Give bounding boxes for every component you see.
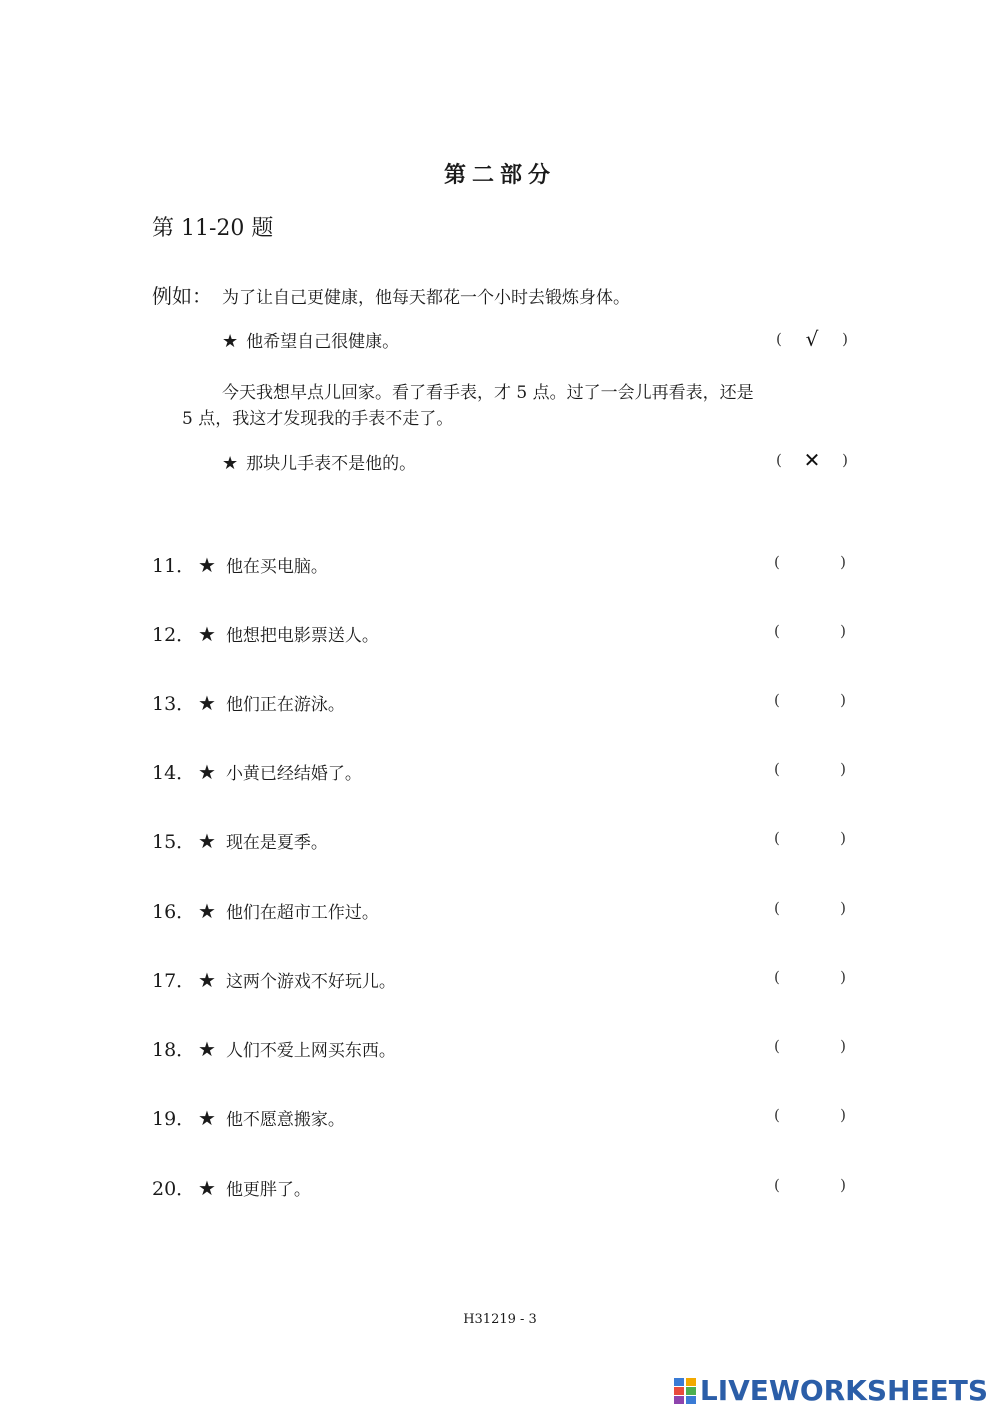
page-footer: H31219 - 3 <box>463 1312 537 1327</box>
star-icon: ★ <box>198 898 216 923</box>
star-icon: ★ <box>222 331 239 352</box>
question-row: 14． ★ 小黄已经结婚了。 <box>152 759 362 784</box>
example-statement-2 <box>222 449 416 474</box>
question-row: 16． ★ 他们在超市工作过。 <box>152 898 379 923</box>
example-statement-text: 他希望自己很健康。 <box>246 332 400 352</box>
example-text: 为了让自己更健康，他每天都花一个小时去锻炼身体。 <box>222 288 630 308</box>
section-title: 第二部分 <box>443 162 556 188</box>
example-answer-2: ( ✕ ) <box>776 448 848 472</box>
example-passage-line-1: 今天我想早点儿回家。看了看手表，才 5 点。过了一会儿再看表，还是 <box>222 383 754 403</box>
answer-box[interactable]: ( ) <box>774 760 846 778</box>
star-icon: ★ <box>198 621 216 646</box>
answer-box[interactable]: ( ) <box>774 1106 846 1124</box>
star-icon: ★ <box>198 552 216 577</box>
answer-box[interactable]: ( ) <box>774 553 846 571</box>
star-icon: ★ <box>198 967 216 992</box>
star-icon: ★ <box>198 759 216 784</box>
check-mark-icon: √ <box>805 327 819 351</box>
star-icon: ★ <box>198 1105 216 1130</box>
answer-box[interactable]: ( ) <box>774 899 846 917</box>
question-row: 13． ★ 他们正在游泳。 <box>152 690 345 715</box>
example-statement-text: 那块儿手表不是他的。 <box>246 454 417 474</box>
question-row: 19． ★ 他不愿意搬家。 <box>152 1105 345 1130</box>
star-icon: ★ <box>198 690 216 715</box>
question-row: 17． ★ 这两个游戏不好玩儿。 <box>152 967 396 992</box>
question-range: 第 11-20 题 <box>152 216 274 241</box>
answer-box[interactable]: ( ) <box>774 1037 846 1055</box>
answer-box[interactable]: ( ) <box>774 691 846 709</box>
question-row: 12． ★ 他想把电影票送人。 <box>152 621 379 646</box>
liveworksheets-brand[interactable] <box>674 1374 988 1407</box>
answer-box[interactable]: ( ) <box>774 622 846 640</box>
liveworksheets-logo-icon <box>674 1378 696 1404</box>
example-answer-1: ( √ ) <box>776 327 848 351</box>
answer-box[interactable]: ( ) <box>774 1176 846 1194</box>
star-icon: ★ <box>222 453 239 474</box>
question-row: 18． ★ 人们不爱上网买东西。 <box>152 1036 396 1061</box>
star-icon: ★ <box>198 1175 216 1200</box>
star-icon: ★ <box>198 828 216 853</box>
question-row: 15． ★ 现在是夏季。 <box>152 828 328 853</box>
example-passage-line-2: 5 点，我这才发现我的手表不走了。 <box>182 409 454 429</box>
star-icon: ★ <box>198 1036 216 1061</box>
cross-mark-icon: ✕ <box>803 448 821 472</box>
answer-box[interactable]: ( ) <box>774 829 846 847</box>
example-label: 例如： <box>152 284 212 308</box>
answer-box[interactable]: ( ) <box>774 968 846 986</box>
brand-name: LIVEWORKSHEETS <box>699 1374 988 1407</box>
example-statement-1 <box>222 327 399 352</box>
question-row: 20． ★ 他更胖了。 <box>152 1175 311 1200</box>
question-row: 11． ★ 他在买电脑。 <box>152 552 328 577</box>
